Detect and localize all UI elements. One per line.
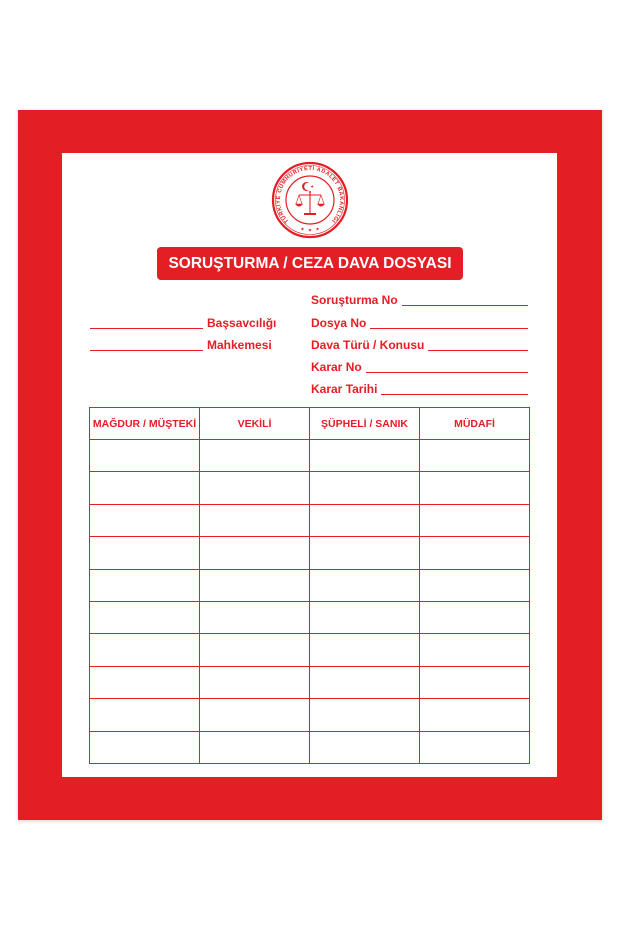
field-label: Karar Tarihi (311, 382, 378, 396)
table-cell (200, 569, 310, 601)
table-row (90, 699, 530, 731)
field-label: Mahkemesi (207, 338, 272, 352)
table-cell (200, 731, 310, 763)
field-blank-line (90, 337, 203, 351)
table-row (90, 537, 530, 569)
table-cell (420, 699, 530, 731)
table-cell (310, 699, 420, 731)
field-karar-no (311, 359, 528, 375)
table-cell (90, 699, 200, 731)
header-supheli-sanik: ŞÜPHELİ / SANIK (310, 408, 420, 440)
table-cell (90, 666, 200, 698)
parties-table (89, 407, 530, 764)
field-sorusturma-no (311, 292, 528, 308)
table-body (90, 440, 530, 764)
seal-ring-text: TÜRKİYE CUMHURİYETİ ADALET BAKANLIĞI (275, 165, 345, 224)
field-blank-line (402, 292, 528, 306)
table-cell (200, 601, 310, 633)
field-label: Dava Türü / Konusu (311, 338, 425, 352)
table-cell (420, 504, 530, 536)
table-header-row (90, 408, 530, 440)
table-cell (200, 666, 310, 698)
table-row (90, 569, 530, 601)
table-row (90, 601, 530, 633)
field-label: Dosya No (311, 316, 367, 330)
table-cell (310, 537, 420, 569)
table-row (90, 634, 530, 666)
table-cell (310, 601, 420, 633)
table-cell (310, 634, 420, 666)
field-blank-line (428, 337, 528, 351)
table-cell (310, 569, 420, 601)
document-title-banner: SORUŞTURMA / CEZA DAVA DOSYASI (157, 247, 463, 280)
field-blank-line (370, 315, 528, 329)
field-bassavciligi (90, 315, 276, 331)
table-cell (90, 634, 200, 666)
ministry-seal-logo (271, 161, 349, 239)
table-cell (310, 472, 420, 504)
table-cell (90, 472, 200, 504)
table-cell (90, 731, 200, 763)
table-cell (310, 666, 420, 698)
table-cell (200, 634, 310, 666)
table-row (90, 440, 530, 472)
table-cell (420, 666, 530, 698)
header-magdur-musteki: MAĞDUR / MÜŞTEKİ (90, 408, 200, 440)
field-label: Soruşturma No (311, 293, 398, 307)
table-cell (310, 504, 420, 536)
table-cell (200, 440, 310, 472)
table-cell (420, 440, 530, 472)
field-label: Karar No (311, 360, 362, 374)
table-cell (90, 537, 200, 569)
field-blank-line (90, 315, 203, 329)
field-dosya-no (311, 315, 528, 331)
table-cell (200, 504, 310, 536)
field-blank-line (381, 381, 528, 395)
table-row (90, 472, 530, 504)
header-mudafi: MÜDAFİ (420, 408, 530, 440)
field-dava-turu-konusu (311, 337, 528, 353)
table-cell (90, 601, 200, 633)
table-cell (90, 569, 200, 601)
table-cell (420, 537, 530, 569)
table-cell (90, 504, 200, 536)
table-cell (420, 634, 530, 666)
table-header (90, 408, 530, 440)
table-cell (310, 440, 420, 472)
field-mahkemesi (90, 337, 272, 353)
table-cell (420, 731, 530, 763)
table-cell (200, 472, 310, 504)
field-karar-tarihi (311, 381, 528, 397)
table-cell (420, 569, 530, 601)
table-cell (200, 537, 310, 569)
table-cell (420, 472, 530, 504)
field-blank-line (366, 359, 528, 373)
table-cell (310, 731, 420, 763)
table-cell (420, 601, 530, 633)
header-vekili: VEKİLİ (200, 408, 310, 440)
field-label: Başsavcılığı (207, 316, 277, 330)
table-cell (200, 699, 310, 731)
table-row (90, 731, 530, 763)
table-cell (90, 440, 200, 472)
table-row (90, 504, 530, 536)
table-row (90, 666, 530, 698)
